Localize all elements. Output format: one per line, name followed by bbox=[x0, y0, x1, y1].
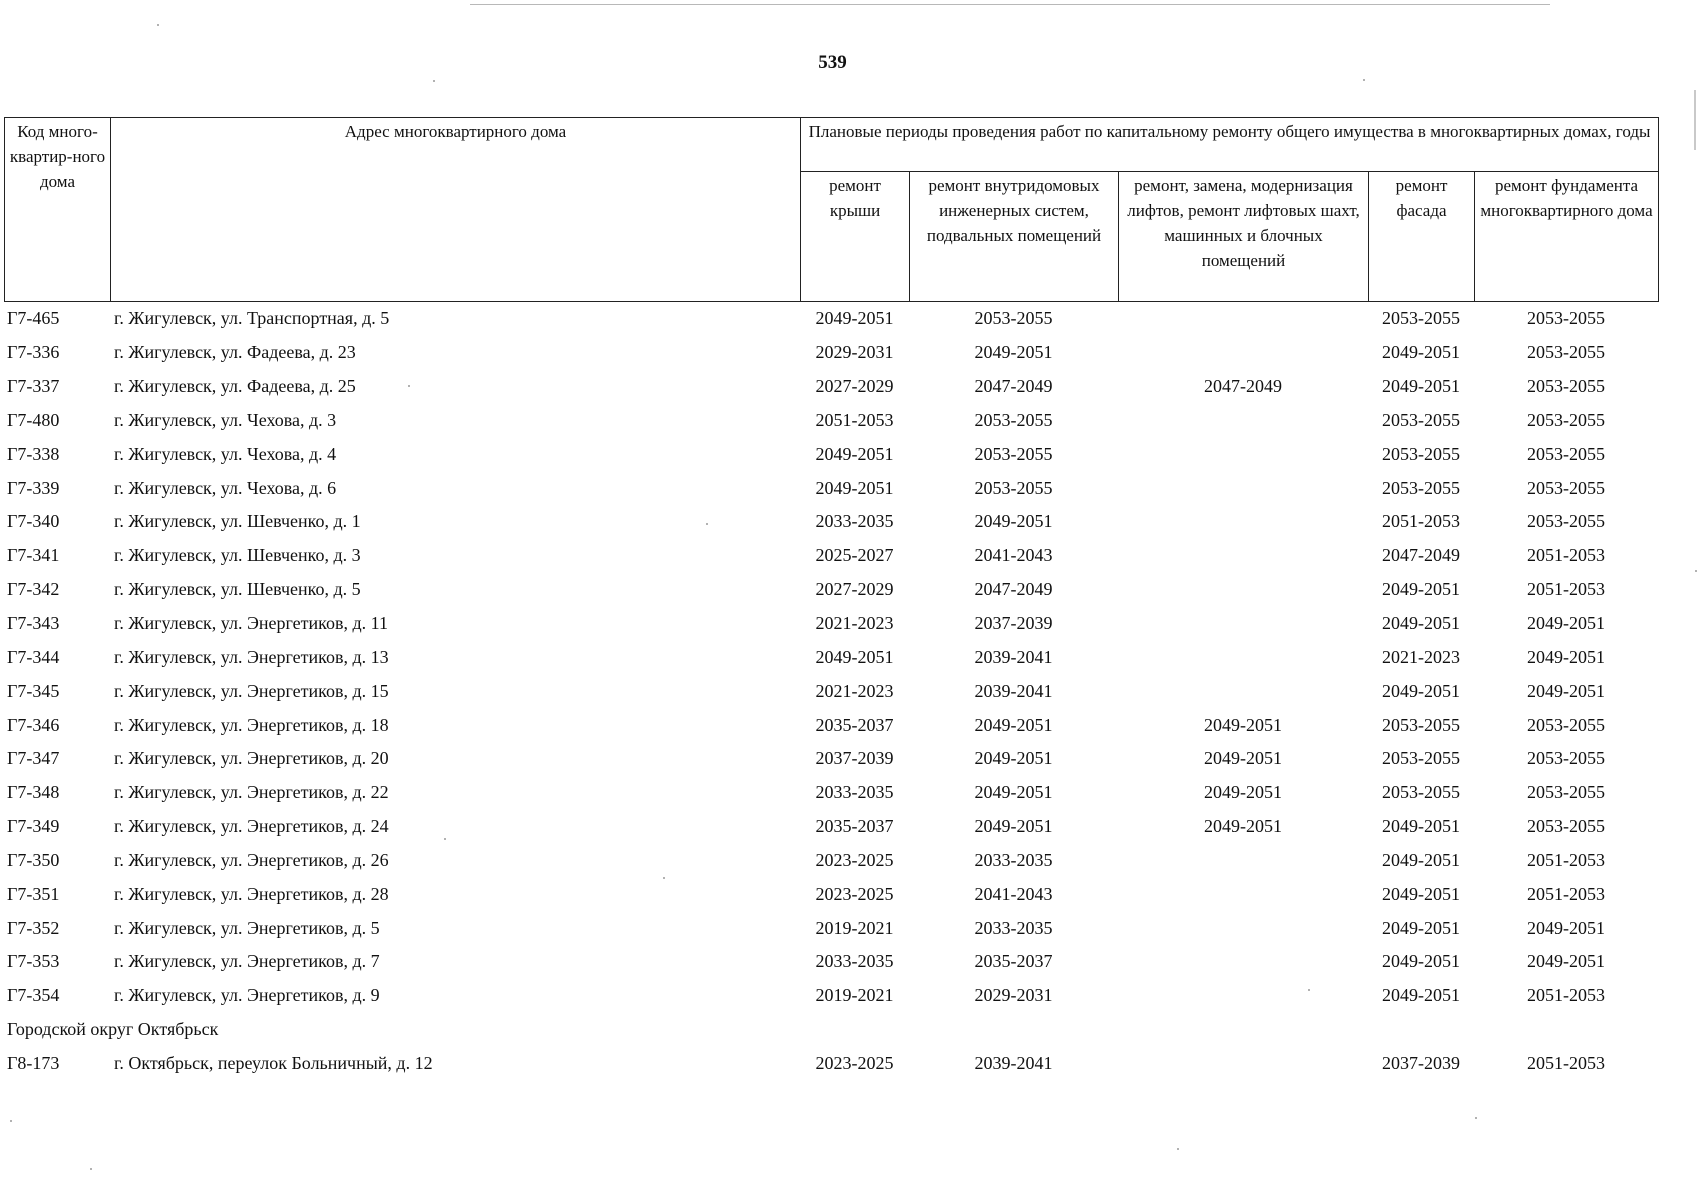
cell-code: Г7-465 bbox=[7, 308, 60, 329]
header-periods: Плановые периоды проведения работ по капитальному ремонту общего имущества в многоквартирных домах, годы bbox=[801, 118, 1659, 172]
cell-foundation: 2053-2055 bbox=[1527, 409, 1605, 430]
table-row bbox=[4, 708, 1658, 742]
cell-roof: 2033-2035 bbox=[815, 951, 894, 972]
cell-facade: 2049-2051 bbox=[1382, 883, 1460, 904]
header-engineering: ремонт внутридомовых инженерных систем, подвальных помещений bbox=[910, 172, 1119, 302]
cell-elevators: 2049-2051 bbox=[1204, 782, 1282, 803]
cell-engineering: 2053-2055 bbox=[974, 443, 1053, 464]
cell-roof: 2049-2051 bbox=[815, 477, 894, 498]
cell-elevators: 2049-2051 bbox=[1204, 714, 1282, 735]
cell-elevators: 2049-2051 bbox=[1204, 748, 1282, 769]
cell-address: г. Жигулевск, ул. Энергетиков, д. 13 bbox=[114, 646, 389, 667]
cell-address: г. Жигулевск, ул. Шевченко, д. 3 bbox=[114, 545, 361, 566]
cell-facade: 2053-2055 bbox=[1382, 748, 1460, 769]
cell-foundation: 2053-2055 bbox=[1527, 714, 1605, 735]
cell-facade: 2049-2051 bbox=[1382, 951, 1460, 972]
cell-foundation: 2051-2053 bbox=[1527, 985, 1605, 1006]
cell-roof: 2025-2027 bbox=[815, 545, 894, 566]
cell-address: г. Жигулевск, ул. Энергетиков, д. 11 bbox=[114, 613, 388, 634]
cell-facade: 2049-2051 bbox=[1382, 680, 1460, 701]
cell-elevators bbox=[1118, 437, 1368, 471]
cell-foundation: 2049-2051 bbox=[1527, 917, 1605, 938]
scan-speck bbox=[157, 24, 159, 26]
cell-facade: 2021-2023 bbox=[1382, 646, 1460, 667]
table-row bbox=[4, 1047, 1658, 1081]
cell-elevators bbox=[1118, 471, 1368, 505]
cell-engineering: 2047-2049 bbox=[974, 579, 1053, 600]
table-row bbox=[4, 911, 1658, 945]
cell-roof: 2027-2029 bbox=[815, 376, 894, 397]
scan-speck bbox=[663, 877, 665, 879]
cell-code: Г7-354 bbox=[7, 985, 60, 1006]
cell-engineering: 2049-2051 bbox=[974, 782, 1053, 803]
scan-artifact-edge bbox=[1694, 90, 1696, 150]
cell-address: г. Жигулевск, ул. Энергетиков, д. 26 bbox=[114, 849, 389, 870]
cell-engineering: 2041-2043 bbox=[974, 545, 1053, 566]
cell-address: г. Жигулевск, ул. Энергетиков, д. 18 bbox=[114, 714, 389, 735]
cell-roof: 2027-2029 bbox=[815, 579, 894, 600]
cell-code: Г7-344 bbox=[7, 646, 60, 667]
cell-roof: 2035-2037 bbox=[815, 714, 894, 735]
cell-elevators bbox=[1118, 505, 1368, 539]
scan-speck bbox=[1363, 79, 1365, 81]
cell-foundation: 2051-2053 bbox=[1527, 883, 1605, 904]
cell-engineering: 2029-2031 bbox=[974, 985, 1053, 1006]
cell-elevators: 2047-2049 bbox=[1204, 376, 1282, 397]
scan-speck bbox=[1475, 1117, 1477, 1119]
cell-code: Г7-346 bbox=[7, 714, 60, 735]
table-row bbox=[4, 607, 1658, 641]
table-row bbox=[4, 539, 1658, 573]
cell-roof: 2033-2035 bbox=[815, 782, 894, 803]
header-foundation: ремонт фундамента многоквартирного дома bbox=[1475, 172, 1659, 302]
header-address: Адрес многоквартирного дома bbox=[111, 118, 801, 302]
table-row bbox=[4, 302, 1658, 336]
table-row bbox=[4, 877, 1658, 911]
cell-code: Г7-337 bbox=[7, 376, 60, 397]
table-row bbox=[4, 437, 1658, 471]
cell-code: Г7-339 bbox=[7, 477, 60, 498]
cell-foundation: 2053-2055 bbox=[1527, 308, 1605, 329]
cell-facade: 2053-2055 bbox=[1382, 443, 1460, 464]
cell-foundation: 2053-2055 bbox=[1527, 342, 1605, 363]
cell-address: г. Жигулевск, ул. Энергетиков, д. 7 bbox=[114, 951, 380, 972]
cell-foundation: 2053-2055 bbox=[1527, 511, 1605, 532]
cell-engineering: 2035-2037 bbox=[974, 951, 1053, 972]
scan-speck bbox=[10, 1120, 12, 1122]
cell-roof: 2037-2039 bbox=[815, 748, 894, 769]
cell-facade: 2053-2055 bbox=[1382, 308, 1460, 329]
table-row bbox=[4, 810, 1658, 844]
cell-engineering: 2053-2055 bbox=[974, 308, 1053, 329]
cell-roof: 2049-2051 bbox=[815, 443, 894, 464]
scan-speck bbox=[433, 80, 435, 82]
cell-foundation: 2049-2051 bbox=[1527, 646, 1605, 667]
table-row bbox=[4, 844, 1658, 878]
cell-elevators bbox=[1118, 979, 1368, 1013]
table-row bbox=[4, 471, 1658, 505]
cell-foundation: 2053-2055 bbox=[1527, 376, 1605, 397]
table-row bbox=[4, 640, 1658, 674]
cell-foundation: 2053-2055 bbox=[1527, 477, 1605, 498]
cell-engineering: 2039-2041 bbox=[974, 1052, 1053, 1073]
page-number: 539 bbox=[818, 52, 847, 73]
cell-roof: 2021-2023 bbox=[815, 613, 894, 634]
cell-facade: 2049-2051 bbox=[1382, 985, 1460, 1006]
cell-elevators bbox=[1118, 607, 1368, 641]
cell-address: г. Жигулевск, ул. Энергетиков, д. 20 bbox=[114, 748, 389, 769]
table-body bbox=[4, 302, 1658, 1080]
cell-facade: 2049-2051 bbox=[1382, 613, 1460, 634]
cell-address: г. Жигулевск, ул. Транспортная, д. 5 bbox=[114, 308, 390, 329]
cell-address: г. Октябрьск, переулок Больничный, д. 12 bbox=[114, 1052, 433, 1073]
cell-engineering: 2041-2043 bbox=[974, 883, 1053, 904]
cell-address: г. Жигулевск, ул. Энергетиков, д. 5 bbox=[114, 917, 380, 938]
cell-facade: 2049-2051 bbox=[1382, 579, 1460, 600]
cell-elevators bbox=[1118, 674, 1368, 708]
cell-roof: 2051-2053 bbox=[815, 409, 894, 430]
cell-address: г. Жигулевск, ул. Фадеева, д. 25 bbox=[114, 376, 356, 397]
cell-code: Г7-345 bbox=[7, 680, 60, 701]
scan-speck bbox=[408, 385, 410, 387]
cell-address: г. Жигулевск, ул. Энергетиков, д. 28 bbox=[114, 883, 389, 904]
scan-speck bbox=[444, 838, 446, 840]
cell-roof: 2029-2031 bbox=[815, 342, 894, 363]
cell-code: Г7-353 bbox=[7, 951, 60, 972]
cell-facade: 2047-2049 bbox=[1382, 545, 1460, 566]
cell-roof: 2021-2023 bbox=[815, 680, 894, 701]
cell-elevators bbox=[1118, 1047, 1368, 1081]
cell-elevators bbox=[1118, 404, 1368, 438]
scan-speck bbox=[1695, 570, 1697, 572]
cell-roof: 2035-2037 bbox=[815, 816, 894, 837]
cell-foundation: 2049-2051 bbox=[1527, 613, 1605, 634]
cell-facade: 2049-2051 bbox=[1382, 917, 1460, 938]
cell-engineering: 2049-2051 bbox=[974, 816, 1053, 837]
header-code: Код много-квартир-ного дома bbox=[5, 118, 111, 302]
cell-foundation: 2051-2053 bbox=[1527, 849, 1605, 870]
cell-code: Г7-349 bbox=[7, 816, 60, 837]
table-row bbox=[4, 776, 1658, 810]
table-row bbox=[4, 404, 1658, 438]
cell-code: Г7-352 bbox=[7, 917, 60, 938]
cell-elevators bbox=[1118, 302, 1368, 336]
cell-facade: 2037-2039 bbox=[1382, 1052, 1460, 1073]
table-row bbox=[4, 945, 1658, 979]
table-row bbox=[4, 742, 1658, 776]
cell-foundation: 2051-2053 bbox=[1527, 579, 1605, 600]
cell-elevators bbox=[1118, 573, 1368, 607]
scan-speck bbox=[90, 1168, 92, 1170]
cell-code: Г7-348 bbox=[7, 782, 60, 803]
cell-engineering: 2049-2051 bbox=[974, 511, 1053, 532]
cell-address: г. Жигулевск, ул. Фадеева, д. 23 bbox=[114, 342, 356, 363]
cell-engineering: 2033-2035 bbox=[974, 849, 1053, 870]
cell-code: Г7-336 bbox=[7, 342, 60, 363]
cell-roof: 2019-2021 bbox=[815, 917, 894, 938]
header-facade: ремонт фасада bbox=[1369, 172, 1475, 302]
header-elevators: ремонт, замена, модернизация лифтов, ремонт лифтовых шахт, машинных и блочных помещений bbox=[1119, 172, 1369, 302]
cell-code: Г7-343 bbox=[7, 613, 60, 634]
cell-address: г. Жигулевск, ул. Энергетиков, д. 9 bbox=[114, 985, 380, 1006]
cell-address: г. Жигулевск, ул. Чехова, д. 3 bbox=[114, 409, 337, 430]
cell-code: Г7-347 bbox=[7, 748, 60, 769]
cell-engineering: 2039-2041 bbox=[974, 680, 1053, 701]
table-row bbox=[4, 979, 1658, 1013]
group-row bbox=[4, 1013, 1658, 1047]
cell-foundation: 2053-2055 bbox=[1527, 748, 1605, 769]
cell-facade: 2053-2055 bbox=[1382, 782, 1460, 803]
cell-elevators bbox=[1118, 945, 1368, 979]
cell-elevators bbox=[1118, 911, 1368, 945]
cell-facade: 2049-2051 bbox=[1382, 342, 1460, 363]
cell-facade: 2053-2055 bbox=[1382, 409, 1460, 430]
cell-facade: 2049-2051 bbox=[1382, 376, 1460, 397]
cell-foundation: 2053-2055 bbox=[1527, 782, 1605, 803]
cell-engineering: 2049-2051 bbox=[974, 714, 1053, 735]
cell-engineering: 2053-2055 bbox=[974, 477, 1053, 498]
cell-address: г. Жигулевск, ул. Энергетиков, д. 22 bbox=[114, 782, 389, 803]
table-row bbox=[4, 573, 1658, 607]
cell-address: г. Жигулевск, ул. Чехова, д. 6 bbox=[114, 477, 337, 498]
cell-engineering: 2047-2049 bbox=[974, 376, 1053, 397]
cell-elevators bbox=[1118, 844, 1368, 878]
table-header bbox=[4, 117, 1659, 302]
cell-roof: 2019-2021 bbox=[815, 985, 894, 1006]
cell-code: Г7-341 bbox=[7, 545, 60, 566]
capital-repair-table bbox=[4, 117, 1658, 1080]
cell-address: г. Жигулевск, ул. Чехова, д. 4 bbox=[114, 443, 337, 464]
cell-facade: 2049-2051 bbox=[1382, 849, 1460, 870]
scan-speck bbox=[706, 523, 708, 525]
scan-artifact-line bbox=[470, 4, 1550, 5]
cell-address: г. Жигулевск, ул. Шевченко, д. 1 bbox=[114, 511, 361, 532]
cell-code: Г7-350 bbox=[7, 849, 60, 870]
cell-elevators bbox=[1118, 336, 1368, 370]
cell-engineering: 2049-2051 bbox=[974, 748, 1053, 769]
cell-foundation: 2049-2051 bbox=[1527, 951, 1605, 972]
cell-foundation: 2049-2051 bbox=[1527, 680, 1605, 701]
table-row bbox=[4, 336, 1658, 370]
cell-code: Г7-351 bbox=[7, 883, 60, 904]
cell-engineering: 2033-2035 bbox=[974, 917, 1053, 938]
cell-elevators: 2049-2051 bbox=[1204, 816, 1282, 837]
cell-elevators bbox=[1118, 539, 1368, 573]
cell-roof: 2033-2035 bbox=[815, 511, 894, 532]
cell-address: г. Жигулевск, ул. Энергетиков, д. 15 bbox=[114, 680, 389, 701]
cell-engineering: 2049-2051 bbox=[974, 342, 1053, 363]
cell-code: Г7-338 bbox=[7, 443, 60, 464]
header-roof: ремонт крыши bbox=[801, 172, 910, 302]
cell-roof: 2023-2025 bbox=[815, 1052, 894, 1073]
cell-roof: 2023-2025 bbox=[815, 849, 894, 870]
group-title: Городской округ Октябрьск bbox=[7, 1019, 219, 1040]
cell-foundation: 2051-2053 bbox=[1527, 1052, 1605, 1073]
cell-roof: 2023-2025 bbox=[815, 883, 894, 904]
cell-engineering: 2037-2039 bbox=[974, 613, 1053, 634]
cell-roof: 2049-2051 bbox=[815, 646, 894, 667]
cell-foundation: 2053-2055 bbox=[1527, 443, 1605, 464]
cell-elevators bbox=[1118, 877, 1368, 911]
table-row bbox=[4, 370, 1658, 404]
cell-engineering: 2039-2041 bbox=[974, 646, 1053, 667]
cell-foundation: 2053-2055 bbox=[1527, 816, 1605, 837]
cell-facade: 2049-2051 bbox=[1382, 816, 1460, 837]
cell-elevators bbox=[1118, 640, 1368, 674]
scan-speck bbox=[1177, 1148, 1179, 1150]
cell-code: Г7-342 bbox=[7, 579, 60, 600]
cell-roof: 2049-2051 bbox=[815, 308, 894, 329]
cell-code: Г7-340 bbox=[7, 511, 60, 532]
cell-address: г. Жигулевск, ул. Энергетиков, д. 24 bbox=[114, 816, 389, 837]
table-row bbox=[4, 505, 1658, 539]
cell-code: Г7-480 bbox=[7, 409, 60, 430]
cell-facade: 2053-2055 bbox=[1382, 477, 1460, 498]
cell-foundation: 2051-2053 bbox=[1527, 545, 1605, 566]
cell-engineering: 2053-2055 bbox=[974, 409, 1053, 430]
cell-facade: 2053-2055 bbox=[1382, 714, 1460, 735]
table-row bbox=[4, 674, 1658, 708]
cell-code: Г8-173 bbox=[7, 1052, 60, 1073]
cell-address: г. Жигулевск, ул. Шевченко, д. 5 bbox=[114, 579, 361, 600]
cell-facade: 2051-2053 bbox=[1382, 511, 1460, 532]
scan-speck bbox=[1308, 989, 1310, 991]
